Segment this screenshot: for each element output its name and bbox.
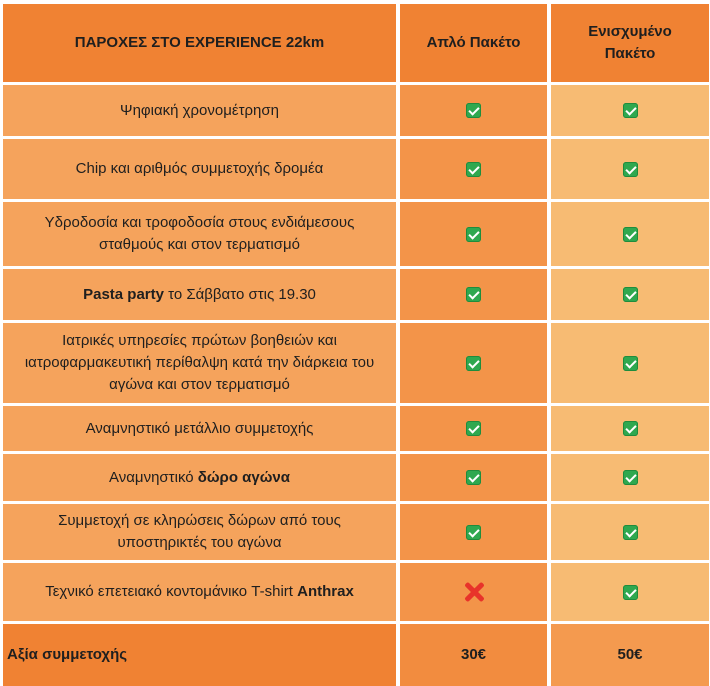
check-icon [623, 525, 638, 540]
check-icon [623, 103, 638, 118]
header-basic-package: Απλό Πακέτο [400, 4, 547, 82]
row-2-basic [400, 139, 547, 199]
row-2-enhanced [551, 139, 709, 199]
row-7-service: Αναμνηστικό δώρο αγώνα [3, 454, 396, 501]
check-icon [623, 227, 638, 242]
check-icon [623, 356, 638, 371]
row-9-basic [400, 563, 547, 621]
check-icon [466, 103, 481, 118]
row-3-basic [400, 202, 547, 266]
check-icon [466, 470, 481, 485]
row-4-basic [400, 269, 547, 320]
row-1-enhanced [551, 85, 709, 136]
check-icon [466, 227, 481, 242]
row-5-enhanced [551, 323, 709, 403]
row-2-service: Chip και αριθμός συμμετοχής δρομέα [3, 139, 396, 199]
check-icon [466, 162, 481, 177]
check-icon [466, 421, 481, 436]
row-7-basic [400, 454, 547, 501]
row-9-enhanced [551, 563, 709, 621]
check-icon [466, 356, 481, 371]
services-table [3, 4, 709, 686]
row-5-basic [400, 323, 547, 403]
row-9-service: Τεχνικό επετειακό κοντομάνικο T-shirt Anthrax [3, 563, 396, 621]
row-1-basic [400, 85, 547, 136]
cross-icon [462, 580, 486, 604]
row-4-enhanced [551, 269, 709, 320]
row-3-service: Υδροδοσία και τροφοδοσία στους ενδιάμεσους σταθμούς και στον τερματισμό [3, 202, 396, 266]
row-6-basic [400, 406, 547, 451]
row-5-service: Ιατρικές υπηρεσίες πρώτων βοηθειών και ιατροφαρμακευτική περίθαλψη κατά την διάρκεια του αγώνα και στον τερματισμό [3, 323, 396, 403]
footer-basic-price: 30€ [400, 624, 547, 686]
header-enhanced-package: Ενισχυμένο Πακέτο [551, 4, 709, 82]
row-8-enhanced [551, 504, 709, 560]
row-7-enhanced [551, 454, 709, 501]
row-6-service: Αναμνηστικό μετάλλιο συμμετοχής [3, 406, 396, 451]
row-6-enhanced [551, 406, 709, 451]
check-icon [623, 585, 638, 600]
check-icon [623, 287, 638, 302]
check-icon [466, 525, 481, 540]
check-icon [623, 470, 638, 485]
check-icon [623, 421, 638, 436]
check-icon [623, 162, 638, 177]
row-1-service: Ψηφιακή χρονομέτρηση [3, 85, 396, 136]
footer-enhanced-price: 50€ [551, 624, 709, 686]
footer-label: Αξία συμμετοχής [3, 624, 396, 686]
row-4-service: Pasta party το Σάββατο στις 19.30 [3, 269, 396, 320]
row-3-enhanced [551, 202, 709, 266]
check-icon [466, 287, 481, 302]
header-services: ΠΑΡΟΧΕΣ ΣΤΟ EXPERIENCE 22km [3, 4, 396, 82]
row-8-service: Συμμετοχή σε κληρώσεις δώρων από τους υποστηρικτές του αγώνα [3, 504, 396, 560]
row-8-basic [400, 504, 547, 560]
